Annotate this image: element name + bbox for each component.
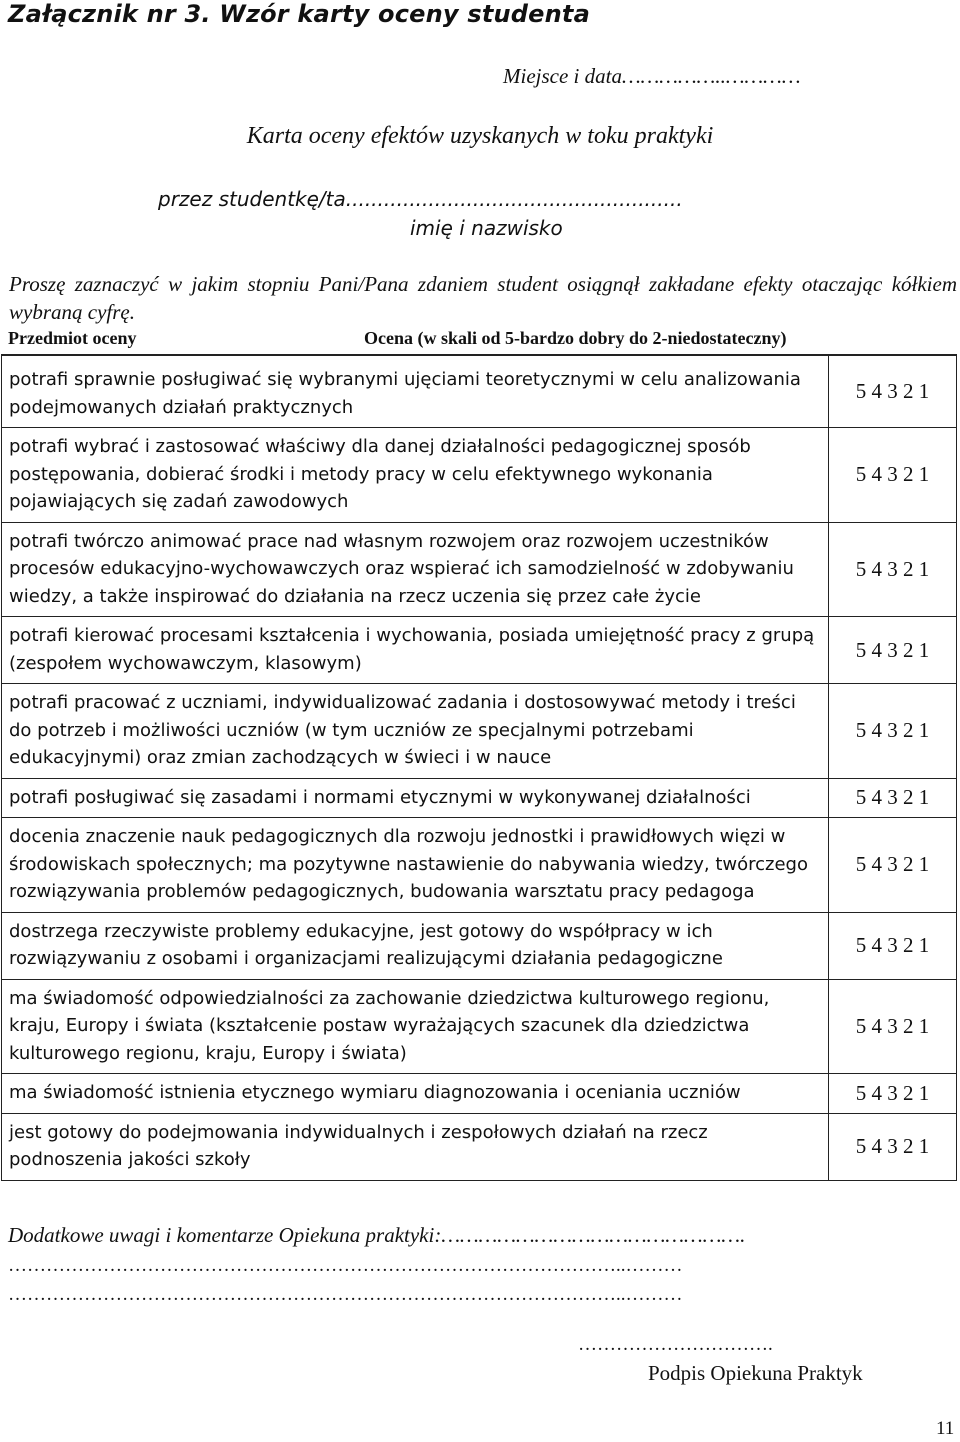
remarks-line[interactable]: ……………………………………………………………………………………..……… bbox=[8, 1255, 683, 1276]
table-row bbox=[2, 428, 957, 523]
table-row bbox=[2, 1074, 957, 1114]
criterion-text: potrafi wybrać i zastosować właściwy dla danej działalności pedagogicznej sposób postępowania, dobierać środki i metody pracy w celu efektywnego wykonania pojawiających się zadań zawodowych bbox=[2, 428, 829, 523]
criterion-text: ma świadomość istnienia etycznego wymiaru diagnozowania i oceniania uczniów bbox=[2, 1074, 829, 1114]
criterion-text: dostrzega rzeczywiste problemy edukacyjne, jest gotowy do współpracy w ich rozwiązywaniu z osobami i organizacjami realizującymi działania pedagogiczne bbox=[2, 912, 829, 979]
place-date-field: Miejsce i data……………..………… bbox=[503, 64, 801, 88]
attachment-title: Załącznik nr 3. Wzór karty oceny studenta bbox=[8, 0, 590, 28]
name-caption: imię i nazwisko bbox=[410, 216, 563, 240]
table-row bbox=[2, 355, 957, 428]
student-name-field: przez studentkę/ta..................................................... bbox=[158, 187, 683, 211]
grade-scale[interactable]: 5 4 3 2 1 bbox=[829, 979, 957, 1074]
instruction-text: Proszę zaznaczyć w jakim stopniu Pani/Pana zdaniem student osiągnął zakładane efekty otaczając kółkiem wybraną cyfrę. bbox=[9, 272, 957, 324]
signature-caption: Podpis Opiekuna Praktyk bbox=[648, 1361, 863, 1385]
table-row bbox=[2, 684, 957, 779]
grade-scale[interactable]: 5 4 3 2 1 bbox=[829, 428, 957, 523]
criterion-text: ma świadomość odpowiedzialności za zachowanie dziedzictwa kulturowego regionu, kraju, Europy i świata (kształcenie postaw wyrażających szacunek dla dziedzictwa kulturowego regionu, kraju, Europy i świata) bbox=[2, 979, 829, 1074]
grade-scale[interactable]: 5 4 3 2 1 bbox=[829, 818, 957, 913]
table-row bbox=[2, 979, 957, 1074]
criterion-text: potrafi kierować procesami kształcenia i wychowania, posiada umiejętność pracy z grupą (zespołem wychowawczym, klasowym) bbox=[2, 617, 829, 684]
remarks-line[interactable]: ……………………………………………………………………………………..……… bbox=[8, 1284, 683, 1305]
table-row bbox=[2, 522, 957, 617]
grade-scale[interactable]: 5 4 3 2 1 bbox=[829, 912, 957, 979]
grade-scale[interactable]: 5 4 3 2 1 bbox=[829, 1074, 957, 1114]
table-row bbox=[2, 912, 957, 979]
criterion-text: potrafi twórczo animować prace nad własnym rozwojem oraz rozwojem uczestników procesów edukacyjno-wychowawczych oraz wspierać ich samodzielność w zdobywaniu wiedzy, a także inspirować do działania na rzecz uczenia się przez całe życie bbox=[2, 522, 829, 617]
criterion-text: potrafi posługiwać się zasadami i normami etycznymi w wykonywanej działalności bbox=[2, 778, 829, 818]
grade-scale[interactable]: 5 4 3 2 1 bbox=[829, 355, 957, 428]
criterion-text: potrafi pracować z uczniami, indywidualizować zadania i dostosowywać metody i treści do potrzeb i możliwości uczniów (w tym uczniów ze specjalnymi potrzebami edukacyjnymi) oraz zmian zachodzących w świeci i w nauce bbox=[2, 684, 829, 779]
criterion-text: docenia znaczenie nauk pedagogicznych dla rozwoju jednostki i prawidłowych więzi w środowiskach społecznych; ma pozytywne nastawienie do nabywania wiedzy, twórczego rozwiązywania problemów pedagogicznych, budowania warsztatu pracy pedagoga bbox=[2, 818, 829, 913]
grade-scale[interactable]: 5 4 3 2 1 bbox=[829, 1113, 957, 1180]
card-title: Karta oceny efektów uzyskanych w toku praktyki bbox=[246, 123, 714, 149]
remarks-label: Dodatkowe uwagi i komentarze Opiekuna praktyki:…………………………………………. bbox=[8, 1223, 746, 1247]
grade-scale[interactable]: 5 4 3 2 1 bbox=[829, 617, 957, 684]
grade-scale[interactable]: 5 4 3 2 1 bbox=[829, 522, 957, 617]
criterion-text: jest gotowy do podejmowania indywidualnych i zespołowych działań na rzecz podnoszenia jakości szkoły bbox=[2, 1113, 829, 1180]
table-row bbox=[2, 617, 957, 684]
criterion-text: potrafi sprawnie posługiwać się wybranymi ujęciami teoretycznymi w celu analizowania podejmowanych działań praktycznych bbox=[2, 355, 829, 428]
signature-line[interactable]: …………………………. bbox=[578, 1334, 773, 1355]
evaluation-table bbox=[1, 354, 957, 1181]
table-row bbox=[2, 778, 957, 818]
page-number: 11 bbox=[936, 1418, 955, 1439]
table-row bbox=[2, 1113, 957, 1180]
grade-scale[interactable]: 5 4 3 2 1 bbox=[829, 778, 957, 818]
column-header-grade: Ocena (w skali od 5-bardzo dobry do 2-niedostateczny) bbox=[364, 328, 787, 348]
table-row bbox=[2, 818, 957, 913]
grade-scale[interactable]: 5 4 3 2 1 bbox=[829, 684, 957, 779]
column-header-subject: Przedmiot oceny bbox=[8, 328, 137, 348]
